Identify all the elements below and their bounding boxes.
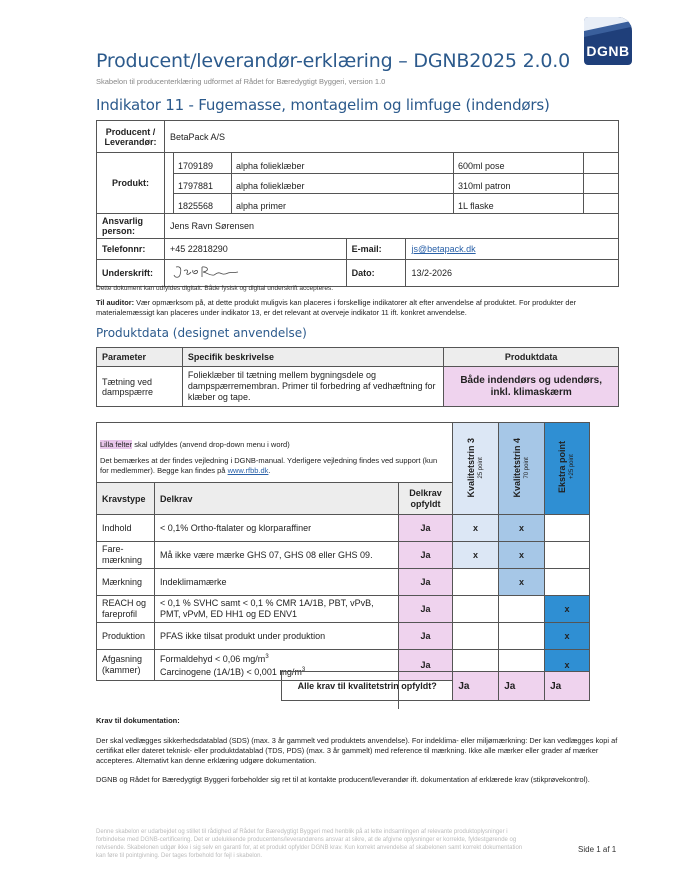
fill-hint-highlight: Lilla felter	[100, 440, 133, 449]
page-number: Side 1 af 1	[578, 845, 617, 854]
level-3-header: Kvalitetstrin 3 25 point	[453, 423, 499, 515]
producer-field[interactable]: BetaPack A/S	[164, 121, 618, 153]
col-description: Specifik beskrivelse	[182, 348, 443, 367]
met-select[interactable]: Ja	[399, 515, 453, 542]
phone-field[interactable]: +45 22818290	[164, 239, 346, 260]
signature-label: Underskrift:	[97, 260, 165, 287]
rfbb-link[interactable]: www.rfbb.dk	[227, 466, 269, 475]
met-select[interactable]: Ja	[399, 650, 453, 681]
guidance-text: Det bemærkes at der findes vejledning i DGNB-manual. Yderligere vejledning findes ved support (kun for medlemmer). Begge kan findes på www.rfbb.dk.	[100, 456, 438, 475]
auditor-note	[96, 298, 636, 318]
product-data-table	[96, 347, 619, 407]
table-row: REACH og fareprofil < 0,1 % SVHC samt < 0,1 % CMR 1A/1B, PBT, vPvB, PMT, vPvM, ED HH1 og ED ENV1 Ja x	[97, 596, 590, 623]
email-label: E-mail:	[346, 239, 406, 260]
product-list	[173, 153, 618, 213]
producer-label: Producent / Leverandør:	[97, 121, 165, 153]
phone-label: Telefonnr:	[97, 239, 165, 260]
total-label: Alle krav til kvalitetstrin opfyldt?	[282, 672, 453, 701]
documentation-paragraph: Der skal vedlægges sikkerhedsdatablad (SDS) (max. 3 år gammelt ved produktets anvendelse). For indeklima- eller miljømærkning: Der kan vedlægges kopi af certifikat eller dateret teknisk- eller produktdatablad (TDS, PDS) (max. 3 år gammelt) med reference til mærkning. Ikke alle mærker eller grader af mærker accepteres. Alternativt kan denne erklæring udgøre dokumentation.	[96, 736, 618, 765]
level-4-header: Kvalitetstrin 4 70 point	[499, 423, 545, 515]
col-requirement: Delkrav	[155, 483, 399, 515]
signature-image	[170, 263, 240, 281]
responsible-label: Ansvarlig person:	[97, 214, 165, 239]
documentation-section	[96, 716, 626, 794]
table-row: Fare-mærkning Må ikke være mærke GHS 07, GHS 08 eller GHS 09. Ja x x	[97, 542, 590, 569]
met-select[interactable]: Ja	[399, 596, 453, 623]
col-type: Kravstype	[97, 483, 155, 515]
date-label: Dato:	[346, 260, 406, 287]
col-parameter: Parameter	[97, 348, 183, 367]
fill-hint: Lilla felter skal udfyldes (anvend drop-down menu i word)	[100, 440, 290, 449]
product-row[interactable]: 1709189 alpha folieklæber 600ml pose	[173, 153, 618, 173]
digital-note: Dette dokument kan udfyldes digitalt. Både fysisk og digital underskrift accepteres.	[96, 285, 334, 292]
responsible-field[interactable]: Jens Ravn Sørensen	[164, 214, 618, 239]
table-row: Indhold < 0,1% Ortho-ftalater og klorparaffiner Ja x x	[97, 515, 590, 542]
auditor-label: Til auditor:	[96, 298, 135, 307]
email-link[interactable]: js@betapack.dk	[411, 244, 476, 254]
product-row[interactable]: 1797881 alpha folieklæber 310ml patron	[173, 173, 618, 193]
documentation-heading: Krav til dokumentation:	[96, 716, 180, 725]
page-subtitle: Skabelon til producenterklæring udformet af Rådet for Bæredygtigt Byggeri, version 1.0	[96, 77, 386, 86]
footer-disclaimer: Denne skabelon er udarbejdet og stillet til rådighed af Rådet for Bæredygtigt Byggeri med henblik på at lette indsamlingen af relevante produktoplysninger i forbindelse med DGNB-certificering. Det er udelukkende producentens/leverandørens ansvar at sikre, at de afgivne oplysninger er korrekte, fyldestgørende og retvisende. Skabelonen udgør ikke i sig selv en garanti for, at et produkt opfylder DGNB krav. Kun korrekt anvendelse af skabelonen samt korrekt dokumentation kan føre til pointgivning. Der tages forbehold for fejl i skabelon.	[96, 829, 523, 859]
date-field[interactable]: 13/2-2026	[406, 260, 619, 287]
documentation-paragraph: DGNB og Rådet for Bæredygtigt Byggeri forbeholder sig ret til at kontakte producent/leverandør ift. dokumentation af erklærede krav (stikprøvekontrol).	[96, 775, 590, 784]
table-row: Mærkning Indeklimamærke Ja x	[97, 569, 590, 596]
page-title: Producent/leverandør-erklæring – DGNB2025 2.0.0	[96, 50, 570, 72]
table-row: Produktion PFAS ikke tilsat produkt under produktion Ja x	[97, 623, 590, 650]
total-extra[interactable]: Ja	[545, 672, 590, 701]
auditor-text: Vær opmærksom på, at dette produkt muligvis kan placeres i forskellige indikatorer alt efter anvendelse af produktet. For produkter der materialemæssigt kan placeres under indikator 13, er det relevant at overveje indikator 11 ift. konkret anvendelse.	[96, 298, 577, 317]
total-level-3[interactable]: Ja	[453, 672, 499, 701]
total-level-4[interactable]: Ja	[499, 672, 545, 701]
declaration-table	[96, 120, 619, 287]
product-row[interactable]: 1825568 alpha primer 1L flaske	[173, 193, 618, 213]
product-data-select[interactable]: Både indendørs og udendørs, inkl. klimaskærm	[444, 367, 619, 407]
description-value: Folieklæber til tætning mellem bygningsdele og dampspærremembran. Primer til forbedring af vedhæftning for klæber og tape.	[182, 367, 443, 407]
product-label: Produkt:	[97, 153, 165, 214]
col-met: Delkrav opfyldt	[399, 483, 453, 515]
dgnb-logo	[584, 17, 632, 65]
indicator-heading: Indikator 11 - Fugemasse, montagelim og limfuge (indendørs)	[96, 96, 550, 114]
met-select[interactable]: Ja	[399, 569, 453, 596]
signature-field[interactable]	[164, 260, 346, 287]
col-product-data: Produktdata	[444, 348, 619, 367]
met-select[interactable]: Ja	[399, 623, 453, 650]
logo-text: DGNB	[586, 43, 630, 59]
total-table	[281, 671, 590, 701]
extra-points-header: Ekstra point +25 point	[545, 423, 590, 515]
product-section-heading: Produktdata (designet anvendelse)	[96, 326, 307, 340]
parameter-value: Tætning ved dampspærre	[97, 367, 183, 407]
met-select[interactable]: Ja	[399, 542, 453, 569]
table-row: Afgasning (kammer) Formaldehyd < 0,06 $mg/m^3$ Carcinogene (1A/1B) < 0,001 $mg/m^3$ Ja x	[97, 650, 590, 681]
